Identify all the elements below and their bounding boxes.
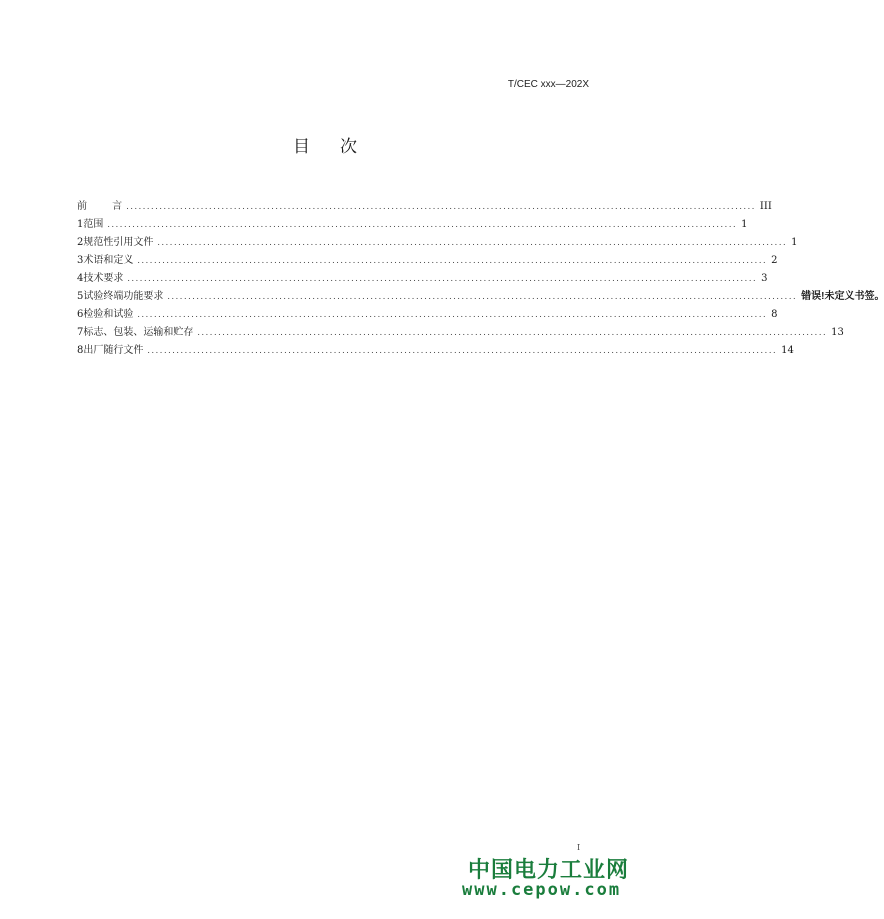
toc-entry-label: 术语和定义 [83,255,134,266]
title-char-2: 次 [340,137,357,157]
toc-leader-dots: ........................................................................................................................................................ [197,328,828,337]
watermark-logo-text: 中国电力工业网 [468,858,630,883]
toc-entry-3[interactable] [77,249,778,267]
toc-leader-dots: ........................................................................................................................................................ [126,202,756,211]
toc-entry-7[interactable] [77,321,844,339]
toc-leader-dots: ........................................................................................................................................................ [107,220,738,229]
toc-leader-dots: ........................................................................................................................................................ [137,256,768,265]
toc-entry-page: 2 [771,255,778,266]
toc-entry-page: 1 [741,219,748,230]
toc-entry-label: 试验终端功能要求 [83,291,164,302]
toc-entry-page: 8 [771,309,778,320]
toc-leader-dots: ........................................................................................................................................................ [127,274,758,283]
page-number: I [577,843,581,852]
toc-entry-5[interactable] [77,285,884,303]
toc-leader-dots: ........................................................................................................................................................ [157,238,788,247]
toc-entry-label: 检验和试验 [83,309,134,320]
toc-entry-2[interactable] [77,231,798,249]
toc-entry-number: 1 [77,219,84,230]
toc-entry-number: 5 [77,291,84,302]
toc-entry-8[interactable] [77,339,794,357]
table-of-contents [77,195,884,357]
toc-entry-preface[interactable] [77,195,772,213]
toc-entry-number: 6 [77,309,84,320]
toc-entry-page: 3 [761,273,768,284]
toc-entry-4[interactable] [77,267,768,285]
toc-entry-number: 7 [77,327,84,338]
title-char-1: 目 [293,137,310,157]
toc-entry-number: 4 [77,273,84,284]
toc-entry-page: 14 [781,345,794,356]
toc-leader-dots: ........................................................................................................................................................ [137,310,768,319]
toc-entry-label: 规范性引用文件 [83,237,154,248]
page-title [0,132,650,157]
toc-entry-label: 范围 [83,219,104,230]
toc-entry-label: 技术要求 [83,273,124,284]
preface-label: 前 言 [77,201,123,212]
toc-entry-number: 8 [77,345,84,356]
toc-leader-dots: ........................................................................................................................................................ [167,292,798,301]
document-code: T/CEC xxx—202X [507,79,589,90]
toc-entry-label [77,201,122,213]
toc-entry-label: 标志、包装、运输和贮存 [83,327,194,338]
toc-entry-page: 13 [831,327,844,338]
toc-entry-1[interactable] [77,213,748,231]
toc-entry-page: III [759,201,772,212]
toc-leader-dots: ........................................................................................................................................................ [147,346,778,355]
toc-entry-number: 2 [77,237,84,248]
toc-entry-label: 出厂随行文件 [83,345,144,356]
watermark-url: www.cepow.com [462,880,622,900]
bookmark-error-text: 错误!未定义书签。 [801,291,884,302]
toc-entry-number: 3 [77,255,84,266]
toc-entry-page: 1 [791,237,798,248]
toc-entry-6[interactable] [77,303,778,321]
